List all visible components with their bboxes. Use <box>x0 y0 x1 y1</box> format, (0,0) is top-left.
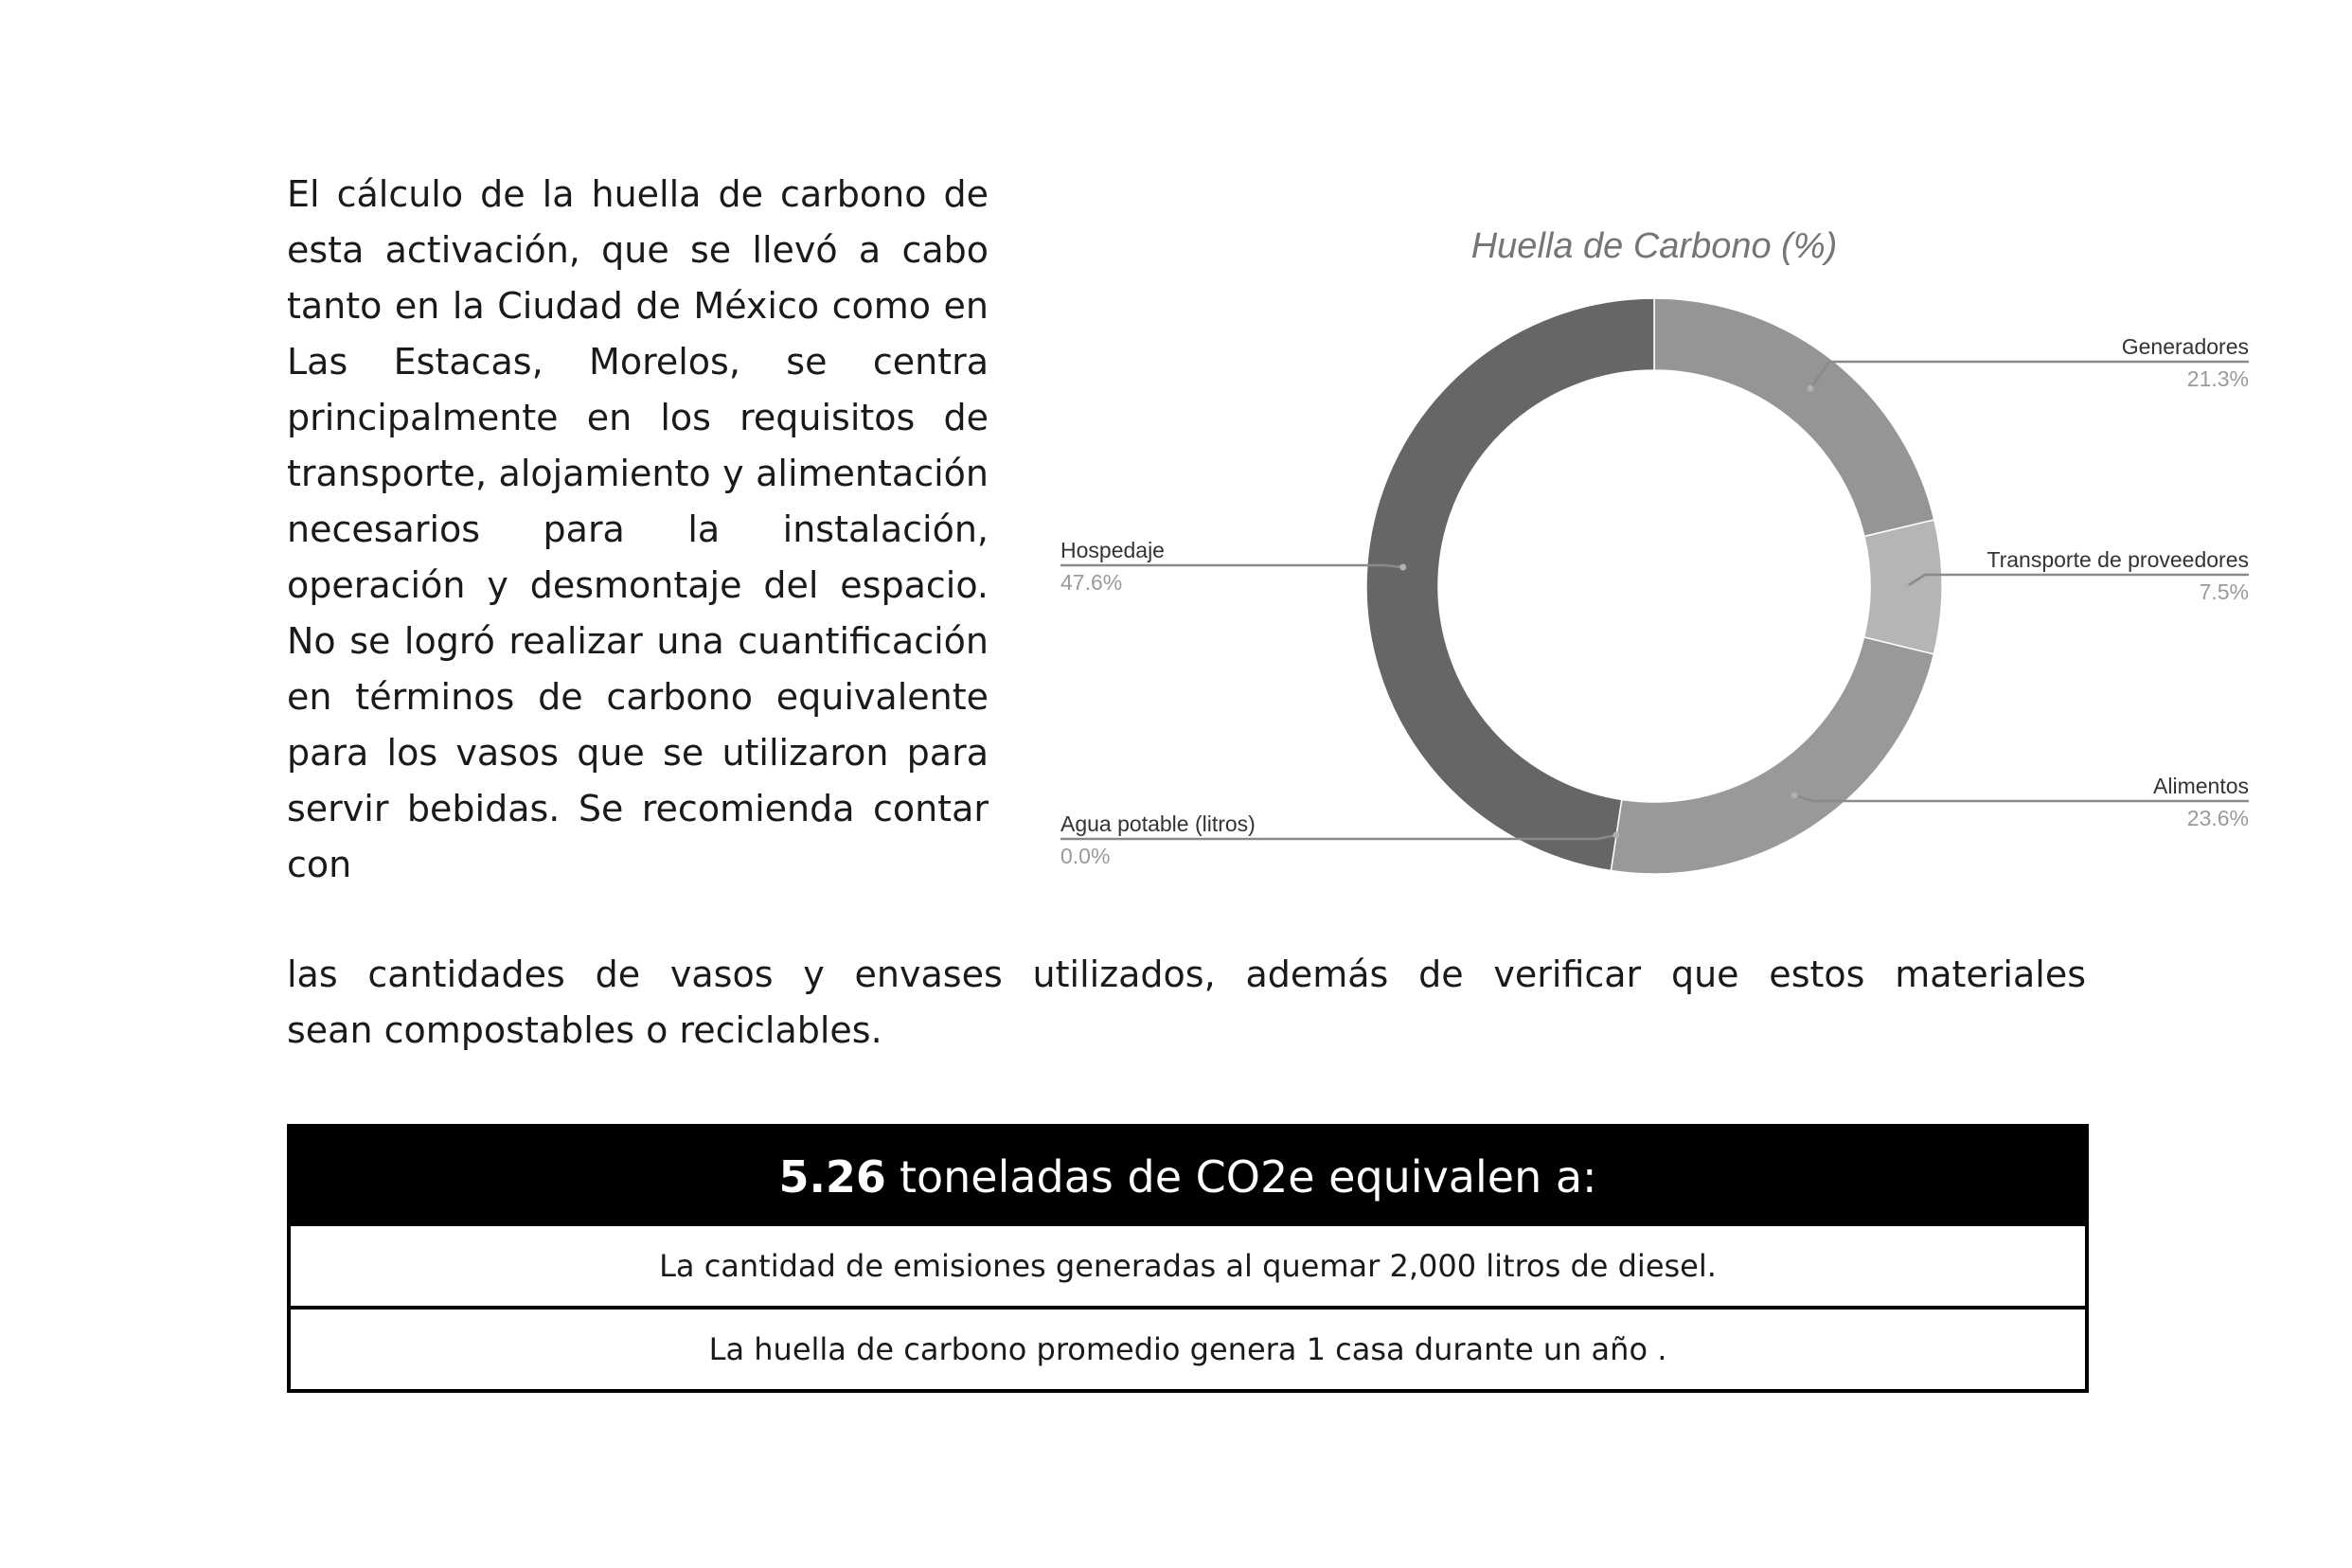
co2-tonnes-value: 5.26 <box>778 1151 886 1203</box>
paragraph-text: El cálculo de la huella de carbono de esta activación, que se llevó a cabo tanto en la Ciudad de México como en Las Estacas, Morelos, se centra principalmente en los requisitos de transporte, alojamiento y alimentación necesarios para la instalación, operación y desmontaje del espacio. No se logró realizar una cuantificación en términos de carbono equivalente para los vasos que se utilizaron para servir bebidas. Se recomienda contar con <box>287 173 989 885</box>
callout-anchor-dot <box>1791 792 1798 798</box>
chart-title: Huella de Carbono (%) <box>1470 226 1838 266</box>
slice-label: Generadores <box>2121 334 2249 359</box>
carbon-footprint-chart <box>1042 208 2272 928</box>
donut-slice-generadores <box>1654 298 1934 536</box>
equivalence-header <box>291 1128 2085 1226</box>
callout-anchor-dot <box>1808 385 1814 392</box>
slice-percent: 21.3% <box>2186 366 2249 391</box>
slice-percent: 23.6% <box>2186 806 2249 830</box>
donut-slice-hospedaje <box>1366 298 1654 871</box>
slice-percent: 47.6% <box>1060 570 1123 595</box>
equivalence-header-text: toneladas de CO2e equivalen a: <box>899 1151 1597 1203</box>
callout-leader-line <box>1810 362 2249 388</box>
slice-label: Alimentos <box>2153 774 2249 798</box>
donut-slice-alimentos <box>1611 637 1933 874</box>
body-paragraph <box>287 167 989 893</box>
slice-percent: 0.0% <box>1060 844 1111 868</box>
callout-leader-line <box>1060 565 1403 567</box>
slice-label: Transporte de proveedores <box>1987 547 2249 572</box>
equivalence-row: La huella de carbono promedio genera 1 casa durante un año . <box>291 1306 2085 1389</box>
equivalence-row: La cantidad de emisiones generadas al quemar 2,000 litros de diesel. <box>291 1226 2085 1306</box>
callout-anchor-dot <box>1613 831 1620 838</box>
callout-leader-line <box>1906 575 2249 587</box>
equivalence-table <box>287 1124 2089 1393</box>
paragraph-line: las cantidades de vasos y envases utilizados, además de verificar que estos materiales <box>287 953 2086 995</box>
slice-label: Agua potable (litros) <box>1060 811 1256 836</box>
slice-percent: 7.5% <box>2199 579 2249 604</box>
callout-anchor-dot <box>1399 563 1406 570</box>
paragraph-line: sean compostables o reciclables. <box>287 1009 882 1051</box>
callout-anchor-dot <box>1902 583 1909 590</box>
donut-chart-svg <box>1042 208 2272 928</box>
slice-label: Hospedaje <box>1060 538 1165 562</box>
body-paragraph-continuation <box>287 947 2086 1059</box>
